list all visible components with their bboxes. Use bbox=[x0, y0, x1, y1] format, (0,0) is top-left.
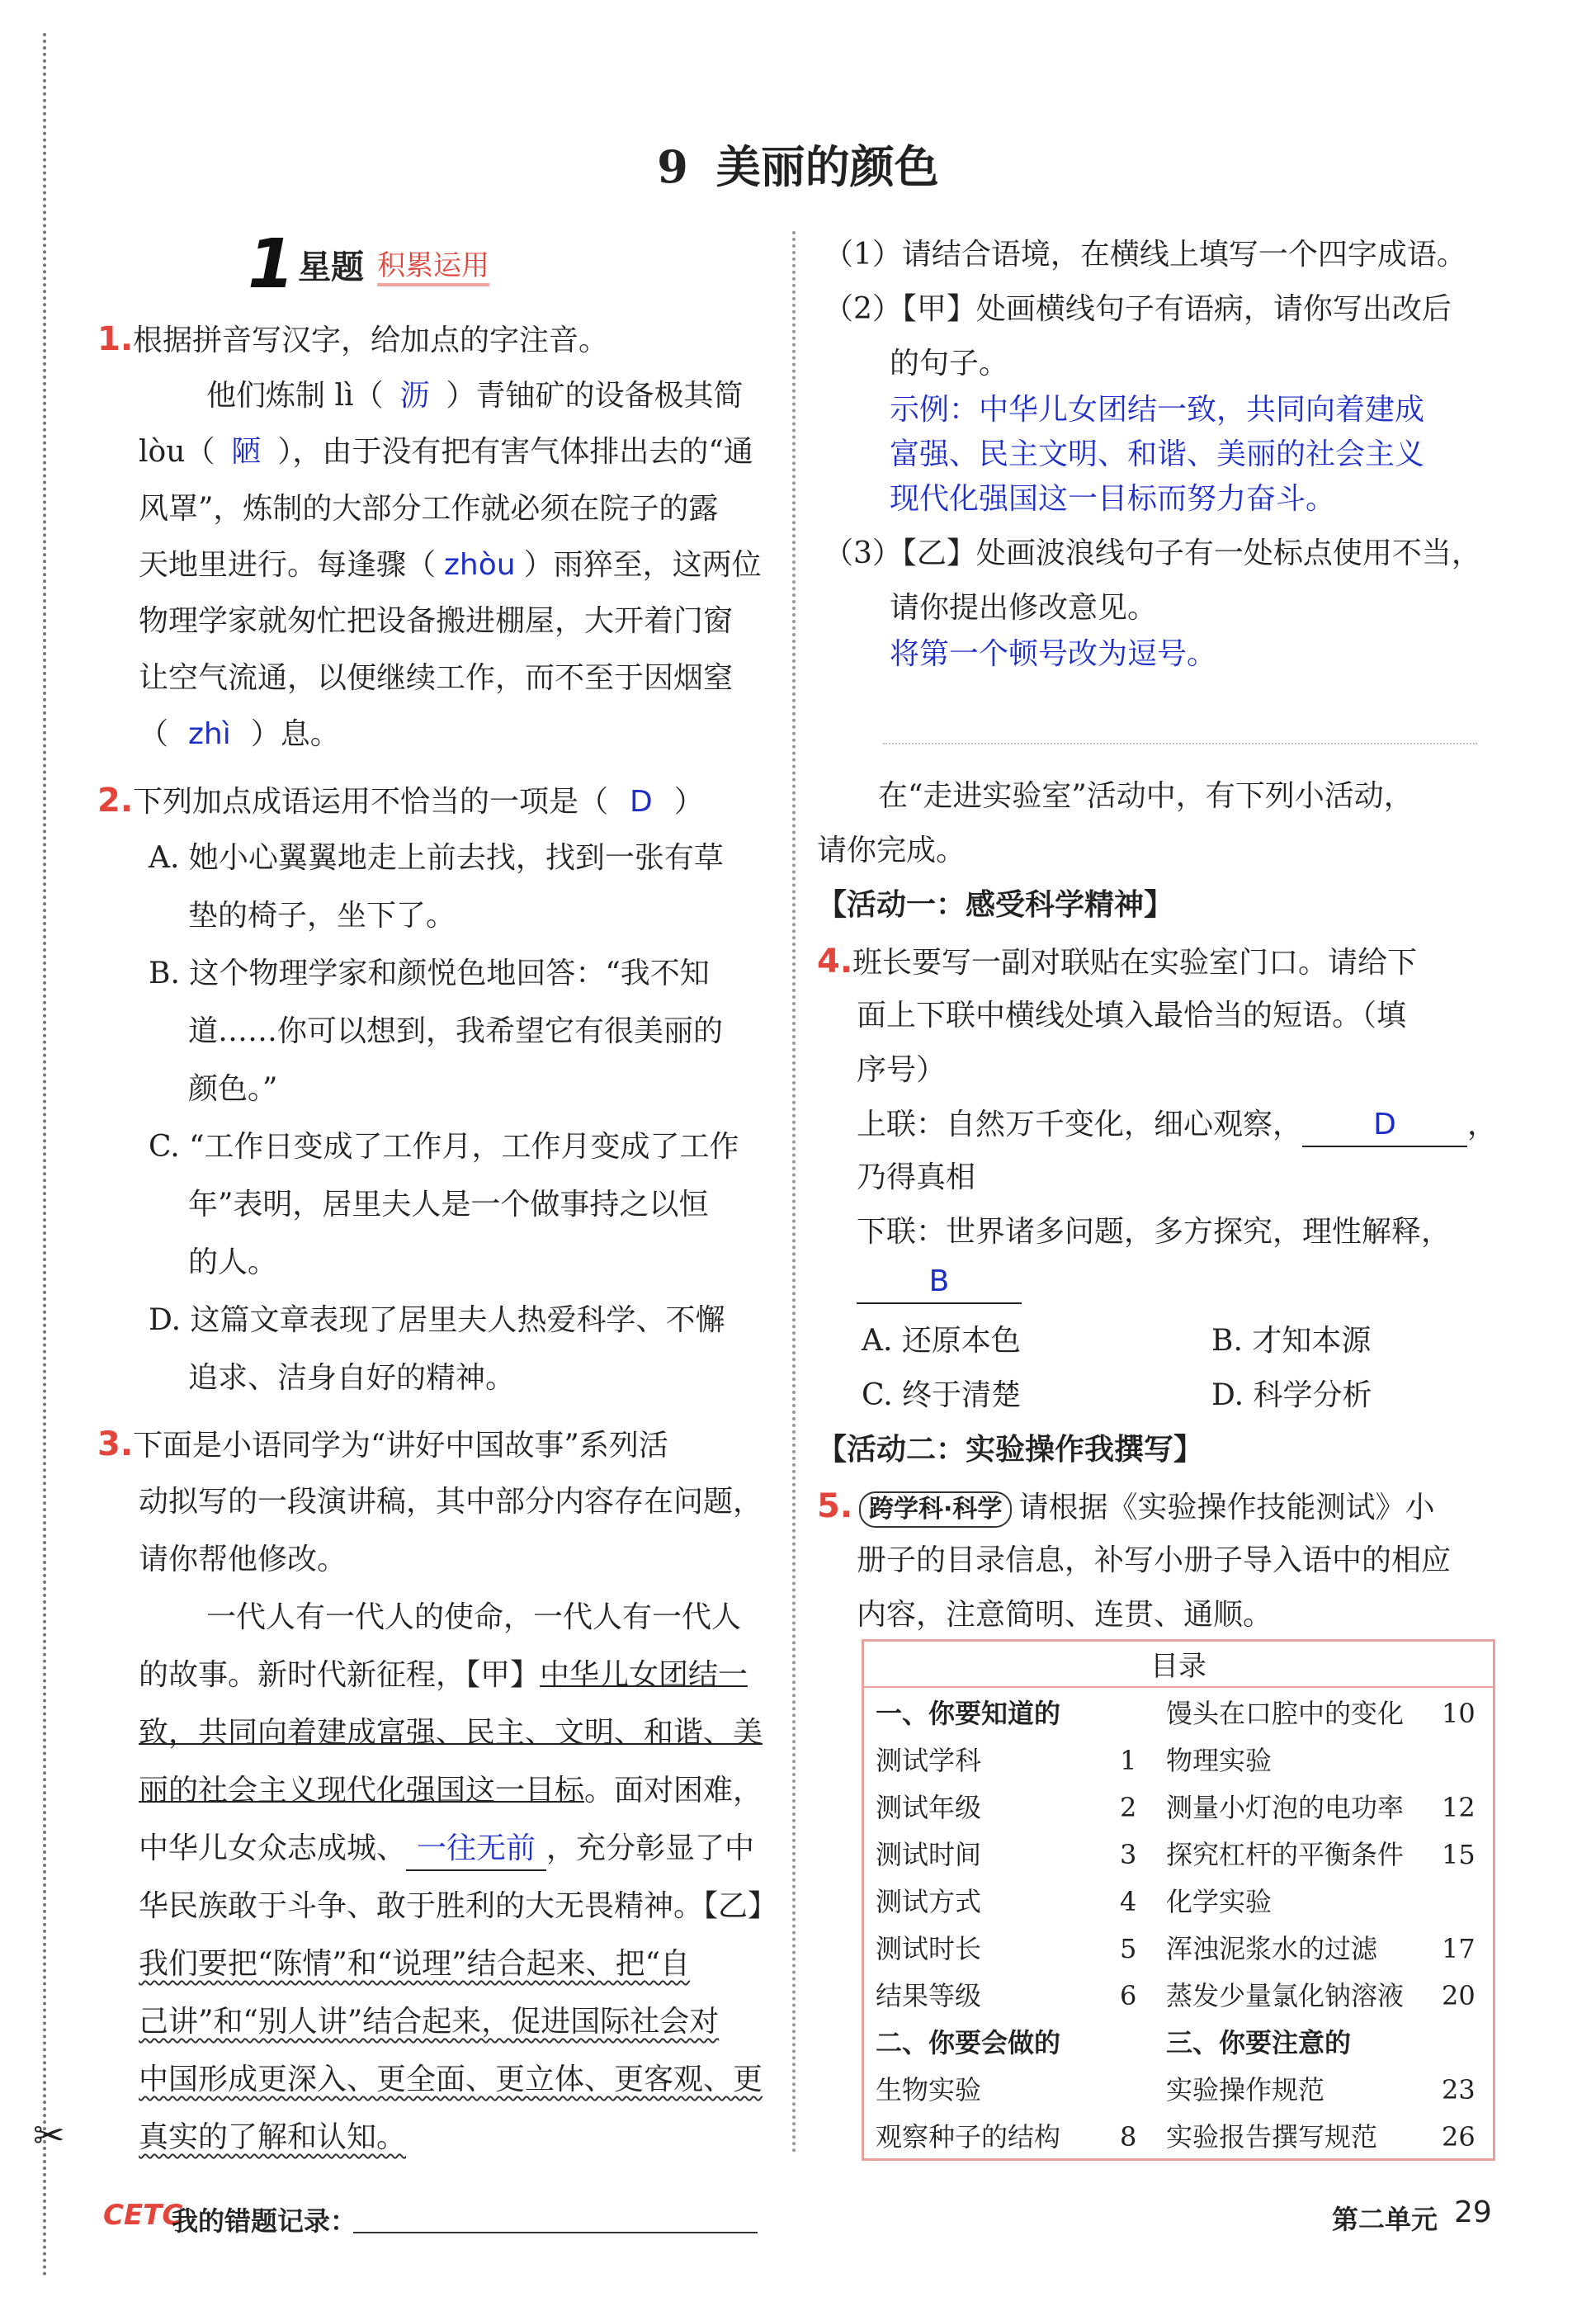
toc-row bbox=[876, 1881, 1137, 1922]
q2-option-c2: 年”表明，居里夫人是一个做事持之以恒 bbox=[188, 1188, 709, 1222]
toc-row bbox=[876, 1787, 1137, 1828]
error-record-line bbox=[353, 2232, 758, 2233]
q3-para10: 真实的了解和认知。 bbox=[139, 2120, 407, 2154]
toc-label: 测量小灯泡的电功率 bbox=[1166, 1792, 1405, 1823]
q4-lower-answer-line bbox=[857, 1261, 1022, 1304]
page-number: 29 bbox=[1454, 2195, 1492, 2229]
q5-stem2: 册子的目录信息，补写小册子导入语中的相应 bbox=[857, 1543, 1452, 1577]
q2-option-d2: 追求、洁身自好的精神。 bbox=[188, 1361, 516, 1395]
toc-label: 测试学科 bbox=[876, 1745, 982, 1776]
toc-row bbox=[1166, 2069, 1476, 2110]
unit-label: 第二单元 bbox=[1332, 2204, 1438, 2235]
q3-stem3: 请你帮他修改。 bbox=[139, 1543, 347, 1576]
lab-intro1: 在“走进实验室”活动中，有下列小活动， bbox=[878, 779, 1414, 813]
toc-page: 8 bbox=[1120, 2121, 1137, 2153]
q4-option-a: A. 还原本色 bbox=[862, 1324, 1021, 1358]
toc-page: 26 bbox=[1442, 2121, 1476, 2153]
q4-stem bbox=[817, 941, 1417, 984]
q1-text: ）息。 bbox=[250, 717, 340, 751]
toc-page: 17 bbox=[1442, 1933, 1476, 1964]
toc-label: 馒头在口腔中的变化 bbox=[1166, 1698, 1405, 1729]
lab-intro2: 请你完成。 bbox=[817, 834, 966, 867]
q4-upper-couplet2: 乃得真相 bbox=[857, 1160, 976, 1194]
toc-label: 实验报告撰写规范 bbox=[1166, 2121, 1378, 2153]
cut-line bbox=[43, 33, 46, 2278]
toc-label: 化学实验 bbox=[1166, 1886, 1273, 1917]
q4-upper-answer: D bbox=[1302, 1104, 1467, 1147]
toc-label: 测试时长 bbox=[876, 1933, 982, 1964]
q2-stem-text: 下列加点成语运用不恰当的一项是（ bbox=[133, 785, 609, 819]
toc-row bbox=[876, 2022, 1060, 2063]
q3-stem bbox=[97, 1424, 668, 1467]
toc-row bbox=[876, 1834, 1137, 1875]
q2-option-d1: D. 这篇文章表现了居里夫人热爱科学、不懈 bbox=[149, 1303, 725, 1337]
q3-para3: 致，共同向着建成富强、民主、文明、和谐、美 bbox=[139, 1716, 763, 1750]
q5-stem-text: 请根据《实验操作技能测试》小 bbox=[1018, 1491, 1435, 1524]
cross-subject-tag: 跨学科·科学 bbox=[859, 1491, 1012, 1528]
q1-number: 1. bbox=[97, 320, 134, 358]
toc-page: 23 bbox=[1442, 2074, 1476, 2105]
q3-para5 bbox=[139, 1828, 754, 1871]
q4-lower-answer: B bbox=[857, 1261, 1022, 1304]
toc-row bbox=[876, 2116, 1137, 2157]
q1-text: （ bbox=[139, 717, 169, 751]
page-title bbox=[0, 132, 1596, 196]
toc-row bbox=[1166, 2022, 1351, 2063]
q3-para1: 一代人有一代人的使命，一代人有一代人 bbox=[206, 1600, 742, 1634]
answer-text: D bbox=[630, 785, 653, 819]
q4-upper-couplet bbox=[857, 1104, 1497, 1147]
q3-jia-sentence: 中华儿女团结一 bbox=[540, 1658, 748, 1692]
q5-stem bbox=[817, 1486, 1434, 1529]
q3-sub1: （1）请结合语境，在横线上填写一个四字成语。 bbox=[824, 238, 1466, 272]
toc-row bbox=[1166, 1975, 1476, 2016]
q2-option-c1: C. “工作日变成了工作月，工作月变成了工作 bbox=[149, 1130, 739, 1164]
q1-text: 天地里进行。每逢骤（ bbox=[139, 548, 437, 582]
q3-sub3b: 请你提出修改意见。 bbox=[890, 591, 1158, 625]
toc-label: 物理实验 bbox=[1166, 1745, 1273, 1776]
q2-option-a2: 垫的椅子，坐下了。 bbox=[188, 899, 456, 933]
lesson-title: 美丽的颜色 bbox=[715, 140, 939, 193]
q4-option-d: D. 科学分析 bbox=[1211, 1378, 1372, 1412]
toc-page: 10 bbox=[1442, 1698, 1476, 1729]
q3-text: 的故事。新时代新征程，【甲】 bbox=[139, 1658, 541, 1692]
q1-stem bbox=[97, 319, 608, 362]
q1-line5: 物理学家就匆忙把设备搬进棚屋，大开着门窗 bbox=[139, 604, 734, 638]
q3-para2 bbox=[139, 1655, 748, 1696]
toc-label: 测试年级 bbox=[876, 1792, 982, 1823]
q1-line1 bbox=[206, 376, 744, 417]
q2-option-b3: 颜色。” bbox=[188, 1072, 278, 1106]
q1-text: ）青铀矿的设备极其简 bbox=[446, 379, 744, 413]
q3-stem-text: 下面是小语同学为“讲好中国故事”系列活 bbox=[133, 1429, 668, 1463]
answer-line bbox=[883, 743, 1477, 744]
q3-sub2-answer1: 示例：中华儿女团结一致，共同向着建成 bbox=[890, 393, 1425, 427]
toc-row bbox=[1166, 1740, 1272, 1781]
q3-para6: 华民族敢于斗争、敢于胜利的大无畏精神。【乙】 bbox=[139, 1889, 778, 1923]
q4-stem-text: 班长要写一副对联贴在实验室门口。请给下 bbox=[852, 946, 1418, 980]
q3-sub3-answer: 将第一个顿号改为逗号。 bbox=[890, 637, 1217, 671]
q4-stem2: 面上下联中横线处填入最恰当的短语。（填 bbox=[857, 999, 1407, 1033]
q4-text: ， bbox=[1467, 1108, 1498, 1141]
toc-label: 测试时间 bbox=[876, 1839, 982, 1870]
toc-row bbox=[1166, 1787, 1476, 1828]
toc-page: 15 bbox=[1442, 1839, 1476, 1870]
q1-line2 bbox=[139, 432, 753, 473]
toc-row bbox=[1166, 1693, 1476, 1734]
section-number: 1 bbox=[248, 224, 295, 304]
toc-label: 浑浊泥浆水的过滤 bbox=[1166, 1933, 1378, 1964]
q3-number: 3. bbox=[97, 1425, 134, 1463]
q2-number: 2. bbox=[97, 782, 134, 820]
q3-text: ，充分彰显了中 bbox=[546, 1831, 755, 1865]
toc-row bbox=[876, 1740, 1137, 1781]
activity2-heading: 【活动二：实验操作我撰写】 bbox=[817, 1433, 1204, 1467]
q1-text: 他们炼制 lì（ bbox=[206, 379, 384, 413]
q5-stem3: 内容，注意简明、连贯、通顺。 bbox=[857, 1598, 1273, 1632]
scissors-icon: ✂ bbox=[33, 2113, 65, 2157]
toc-label: 一、你要知道的 bbox=[876, 1698, 1061, 1729]
toc-row bbox=[1166, 2116, 1476, 2157]
toc-page: 5 bbox=[1120, 1933, 1137, 1964]
toc-row bbox=[876, 1693, 1060, 1734]
q3-jia-sentence: 丽的社会主义现代化强国这一目标 bbox=[139, 1774, 585, 1808]
toc-label: 探究杠杆的平衡条件 bbox=[1166, 1839, 1405, 1870]
q1-text: ），由于没有把有害气体排出去的“通 bbox=[277, 435, 753, 469]
toc-page: 3 bbox=[1120, 1839, 1137, 1870]
q3-sub2a: （2）【甲】处画横线句子有语病，请你写出改后 bbox=[824, 292, 1452, 326]
q3-sub2b: 的句子。 bbox=[890, 347, 1009, 380]
q4-stem3: 序号） bbox=[857, 1053, 947, 1087]
q1-text: lòu（ bbox=[139, 435, 215, 469]
toc-page: 6 bbox=[1120, 1980, 1137, 2011]
toc-page: 4 bbox=[1120, 1886, 1137, 1917]
toc-row bbox=[876, 1975, 1137, 2016]
q2-option-c3: 的人。 bbox=[188, 1245, 278, 1279]
q4-text: 上联：自然万千变化，细心观察， bbox=[857, 1108, 1303, 1141]
q3-text: 中华儿女众志成城、 bbox=[139, 1831, 407, 1865]
toc-title: 目录 bbox=[864, 1647, 1493, 1688]
toc-row bbox=[1166, 1834, 1476, 1875]
q3-sub2-answer2: 富强、民主文明、和谐、美丽的社会主义 bbox=[890, 437, 1425, 471]
toc-label: 结果等级 bbox=[876, 1980, 982, 2011]
q3-sub2-answer3: 现代化强国这一目标而努力奋斗。 bbox=[890, 482, 1336, 516]
table-of-contents bbox=[862, 1639, 1495, 2161]
section-header bbox=[248, 224, 490, 304]
q3-stem2: 动拟写的一段演讲稿，其中部分内容存在问题， bbox=[139, 1485, 763, 1519]
toc-label: 蒸发少量氯化钠溶液 bbox=[1166, 1980, 1405, 2011]
q1-line4 bbox=[139, 545, 762, 586]
q2-text: ） bbox=[673, 785, 704, 819]
q4-option-c: C. 终于清楚 bbox=[862, 1378, 1022, 1412]
q1-line6: 让空气流通，以便继续工作，而不至于因烟窒 bbox=[139, 661, 734, 695]
toc-page: 20 bbox=[1442, 1980, 1476, 2011]
answer-text: 沥 bbox=[399, 379, 430, 413]
cetc-logo: CETC bbox=[103, 2199, 183, 2232]
q3-para8: 己讲”和“别人讲”结合起来，促进国际社会对 bbox=[139, 2005, 720, 2039]
toc-row bbox=[1166, 1881, 1272, 1922]
q5-number: 5. bbox=[817, 1487, 853, 1525]
toc-row bbox=[876, 1928, 1137, 1969]
column-divider bbox=[792, 231, 796, 2154]
toc-page: 2 bbox=[1120, 1792, 1137, 1823]
q2-option-a1: A. 她小心翼翼地走上前去找，找到一张有草 bbox=[149, 841, 724, 875]
toc-row bbox=[1166, 1928, 1476, 1969]
q4-option-b: B. 才知本源 bbox=[1211, 1324, 1372, 1358]
q4-lower-couplet: 下联：世界诸多问题，多方探究，理性解释， bbox=[857, 1215, 1452, 1249]
section-star-label: 星题 bbox=[298, 248, 365, 286]
toc-label: 测试方式 bbox=[876, 1886, 982, 1917]
answer-text: 陋 bbox=[231, 435, 262, 469]
q3-para9: 中国形成更深入、更全面、更立体、更客观、更 bbox=[139, 2063, 763, 2096]
activity1-heading: 【活动一：感受科学精神】 bbox=[817, 888, 1174, 922]
toc-page: 12 bbox=[1442, 1792, 1476, 1823]
q3-para4 bbox=[139, 1770, 763, 1812]
q1-line7 bbox=[139, 714, 340, 755]
q3-text: 。面对困难， bbox=[584, 1774, 763, 1808]
toc-row bbox=[876, 2069, 981, 2110]
q2-option-b2: 道……你可以想到，我希望它有很美丽的 bbox=[188, 1014, 724, 1048]
q1-line3: 风罩”，炼制的大部分工作就必须在院子的露 bbox=[139, 492, 719, 526]
error-record-label: 我的错题记录： bbox=[172, 2205, 357, 2237]
q3-para7: 我们要把“陈情”和“说理”结合起来、把“自 bbox=[139, 1947, 691, 1981]
lesson-number: 9 bbox=[657, 140, 688, 193]
q3-sub3a: （3）【乙】处画波浪线句子有一处标点使用不当， bbox=[824, 536, 1481, 570]
section-subtitle: 积累运用 bbox=[377, 243, 489, 286]
toc-page: 1 bbox=[1120, 1745, 1137, 1776]
toc-label: 实验操作规范 bbox=[1166, 2074, 1325, 2105]
q2-stem bbox=[97, 780, 704, 823]
toc-label: 生物实验 bbox=[876, 2074, 982, 2105]
toc-label: 二、你要会做的 bbox=[876, 2027, 1061, 2058]
toc-label: 观察种子的结构 bbox=[876, 2121, 1061, 2153]
q1-text: ）雨猝至，这两位 bbox=[523, 548, 762, 582]
answer-text: zhì bbox=[188, 717, 231, 751]
q1-stem-text: 根据拼音写汉字，给加点的字注音。 bbox=[133, 324, 609, 357]
toc-label: 三、你要注意的 bbox=[1166, 2027, 1352, 2058]
q3-blank-answer: 一往无前 bbox=[406, 1828, 546, 1871]
q2-option-b1: B. 这个物理学家和颜悦色地回答：“我不知 bbox=[149, 957, 710, 990]
answer-text: zhòu bbox=[444, 548, 516, 582]
q4-number: 4. bbox=[817, 943, 853, 981]
